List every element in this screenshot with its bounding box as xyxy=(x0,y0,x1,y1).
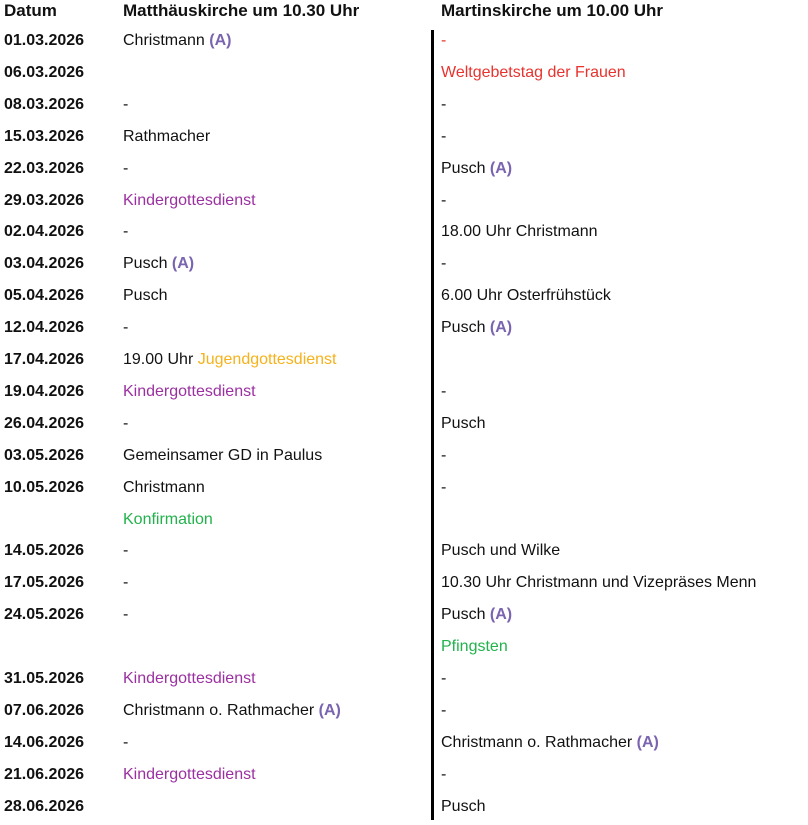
abendmahl-badge: (A) xyxy=(489,159,513,177)
table-row xyxy=(0,216,808,248)
martins-cell xyxy=(441,701,446,721)
martins-cell xyxy=(441,159,512,179)
date-cell: 31.05.2026 xyxy=(4,670,85,687)
matthaeus-cell xyxy=(123,573,128,593)
matthaeus-text: Gemeinsamer GD in Paulus xyxy=(123,446,323,464)
date-cell: 19.04.2026 xyxy=(4,382,85,400)
table-row xyxy=(0,280,808,312)
matthaeus-text: - xyxy=(123,319,129,337)
martins-cell xyxy=(441,765,446,785)
table-row xyxy=(0,248,808,280)
date-cell: 17.05.2026 xyxy=(4,574,85,592)
matthaeus-cell xyxy=(123,541,128,561)
table-row xyxy=(0,599,808,631)
matthaeus-cell xyxy=(123,222,128,242)
matthaeus-text: - xyxy=(123,223,129,241)
header-martinskirche: Martinskirche um 10.00 Uhr xyxy=(441,1,664,20)
date-cell: 06.03.2026 xyxy=(4,63,85,81)
date-cell: 14.06.2026 xyxy=(4,733,85,751)
table-row xyxy=(0,89,808,121)
martins-cell xyxy=(441,605,512,625)
matthaeus-text: 19.00 Uhr xyxy=(123,351,194,368)
martins-text: Pusch xyxy=(441,606,486,624)
martins-text: - xyxy=(441,95,447,113)
martins-text: - xyxy=(441,701,447,719)
abendmahl-badge: (A) xyxy=(489,319,513,337)
matthaeus-cell xyxy=(123,286,167,306)
table-row xyxy=(0,759,808,791)
date-cell: 26.04.2026 xyxy=(4,414,85,432)
matthaeus-cell xyxy=(123,414,128,434)
martins-text: Christmann o. Rathmacher xyxy=(441,733,633,751)
matthaeus-cell xyxy=(123,669,256,689)
matthaeus-text: Kindergottesdienst xyxy=(123,765,256,783)
date-cell: 29.03.2026 xyxy=(4,191,85,209)
martins-cell xyxy=(441,382,446,402)
martins-text: Pusch xyxy=(441,159,486,177)
martins-text: Pusch und Wilke xyxy=(441,542,561,560)
matthaeus-text: Pusch xyxy=(123,287,168,305)
abendmahl-badge: (A) xyxy=(489,606,513,624)
matthaeus-cell xyxy=(123,765,256,785)
date-cell: 21.06.2026 xyxy=(4,765,85,783)
matthaeus-text: Kindergottesdienst xyxy=(123,382,256,400)
martins-cell xyxy=(441,446,446,466)
matthaeus-cell xyxy=(123,95,128,115)
matthaeus-cell xyxy=(123,159,128,179)
martins-text: Weltgebetstag der Frauen xyxy=(441,63,626,81)
martins-cell xyxy=(441,318,512,338)
martins-cell xyxy=(441,63,626,83)
abendmahl-badge: (A) xyxy=(636,733,659,751)
martins-text: - xyxy=(441,382,447,400)
date-cell: 24.05.2026 xyxy=(4,606,85,624)
matthaeus-cell xyxy=(123,350,337,370)
date-cell: 15.03.2026 xyxy=(4,127,85,145)
matthaeus-text: Konfirmation xyxy=(123,510,213,528)
table-row xyxy=(0,121,808,153)
martins-text: - xyxy=(441,255,447,273)
date-cell: 07.06.2026 xyxy=(4,701,85,719)
matthaeus-text: - xyxy=(123,606,129,624)
table-row xyxy=(0,153,808,185)
matthaeus-cell xyxy=(123,254,194,274)
martins-text: Pusch xyxy=(441,319,486,337)
martins-cell xyxy=(441,254,446,274)
martins-text: - xyxy=(441,446,447,464)
date-cell: 03.04.2026 xyxy=(4,255,85,273)
table-row xyxy=(0,472,808,504)
date-cell: 10.05.2026 xyxy=(4,478,85,496)
table-row xyxy=(0,535,808,567)
matthaeus-cell xyxy=(123,382,256,402)
date-cell: 28.06.2026 xyxy=(4,797,85,815)
martins-cell xyxy=(441,733,659,753)
matthaeus-cell xyxy=(123,127,210,147)
table-row xyxy=(0,440,808,472)
table-header xyxy=(0,0,808,24)
table-row xyxy=(0,344,808,376)
martins-cell xyxy=(441,31,446,51)
header-date: Datum xyxy=(4,1,57,20)
matthaeus-cell xyxy=(123,733,128,753)
abendmahl-badge: (A) xyxy=(318,701,341,719)
matthaeus-text: Rathmacher xyxy=(123,127,211,145)
matthaeus-cell xyxy=(123,31,231,51)
matthaeus-cell xyxy=(123,605,128,625)
date-cell: 08.03.2026 xyxy=(4,95,85,113)
martins-cell xyxy=(441,191,446,211)
martins-cell xyxy=(441,286,611,306)
date-cell: 12.04.2026 xyxy=(4,319,85,337)
matthaeus-text: Christmann o. Rathmacher xyxy=(123,701,319,719)
matthaeus-cell xyxy=(123,478,205,498)
martins-cell xyxy=(441,478,446,498)
matthaeus-cell xyxy=(123,701,341,721)
table-row xyxy=(0,312,808,344)
martins-cell xyxy=(441,222,598,242)
date-cell: 05.04.2026 xyxy=(4,287,85,305)
martins-cell xyxy=(441,414,485,434)
table-row xyxy=(0,57,808,89)
table-row xyxy=(0,663,808,695)
matthaeus-text: Kindergottesdienst xyxy=(123,670,256,687)
matthaeus-text: - xyxy=(123,574,129,592)
matthaeus-text: Pusch xyxy=(123,255,168,273)
abendmahl-badge: (A) xyxy=(209,32,232,49)
martins-text: 6.00 Uhr Osterfrühstück xyxy=(441,287,611,305)
table-row xyxy=(0,567,808,599)
matthaeus-event: Jugendgottesdienst xyxy=(197,351,337,368)
matthaeus-cell xyxy=(123,510,213,530)
martins-cell xyxy=(441,95,446,115)
date-cell: 14.05.2026 xyxy=(4,542,85,560)
table-row xyxy=(0,376,808,408)
table-row xyxy=(0,25,808,57)
abendmahl-badge: (A) xyxy=(171,255,195,273)
martins-text: - xyxy=(441,670,447,687)
table-row xyxy=(0,727,808,759)
matthaeus-text: - xyxy=(123,542,129,560)
table-row xyxy=(0,695,808,727)
martins-cell xyxy=(441,541,560,561)
martins-text: - xyxy=(441,127,447,145)
header-matthaeuskirche: Matthäuskirche um 10.30 Uhr xyxy=(123,1,360,20)
martins-text: - xyxy=(441,191,447,209)
martins-cell xyxy=(441,669,446,689)
date-cell: 01.03.2026 xyxy=(4,32,85,49)
martins-text: Pfingsten xyxy=(441,638,508,656)
table-row xyxy=(0,631,808,663)
matthaeus-text: - xyxy=(123,95,129,113)
martins-text: 18.00 Uhr Christmann xyxy=(441,223,598,241)
matthaeus-text: - xyxy=(123,159,129,177)
martins-cell xyxy=(441,127,446,147)
date-cell: 17.04.2026 xyxy=(4,351,85,368)
martins-text: 10.30 Uhr Christmann und Vizepräses Menn xyxy=(441,574,757,592)
martins-text: Pusch xyxy=(441,414,486,432)
date-cell: 02.04.2026 xyxy=(4,223,85,241)
martins-text: Pusch xyxy=(441,797,486,815)
martins-cell xyxy=(441,797,485,817)
table-row xyxy=(0,185,808,217)
matthaeus-cell xyxy=(123,191,256,211)
table-row xyxy=(0,504,808,536)
martins-text: - xyxy=(441,32,447,49)
table-row xyxy=(0,408,808,440)
matthaeus-text: - xyxy=(123,733,129,751)
martins-text: - xyxy=(441,478,447,496)
matthaeus-text: Kindergottesdienst xyxy=(123,191,256,209)
date-cell: 22.03.2026 xyxy=(4,159,85,177)
matthaeus-text: Christmann xyxy=(123,478,205,496)
matthaeus-cell xyxy=(123,318,128,338)
martins-cell xyxy=(441,637,508,657)
table-row xyxy=(0,791,808,823)
date-cell: 03.05.2026 xyxy=(4,446,85,464)
martins-cell xyxy=(441,573,756,593)
matthaeus-text: - xyxy=(123,414,129,432)
matthaeus-cell xyxy=(123,446,322,466)
matthaeus-text: Christmann xyxy=(123,32,205,49)
martins-text: - xyxy=(441,765,447,783)
